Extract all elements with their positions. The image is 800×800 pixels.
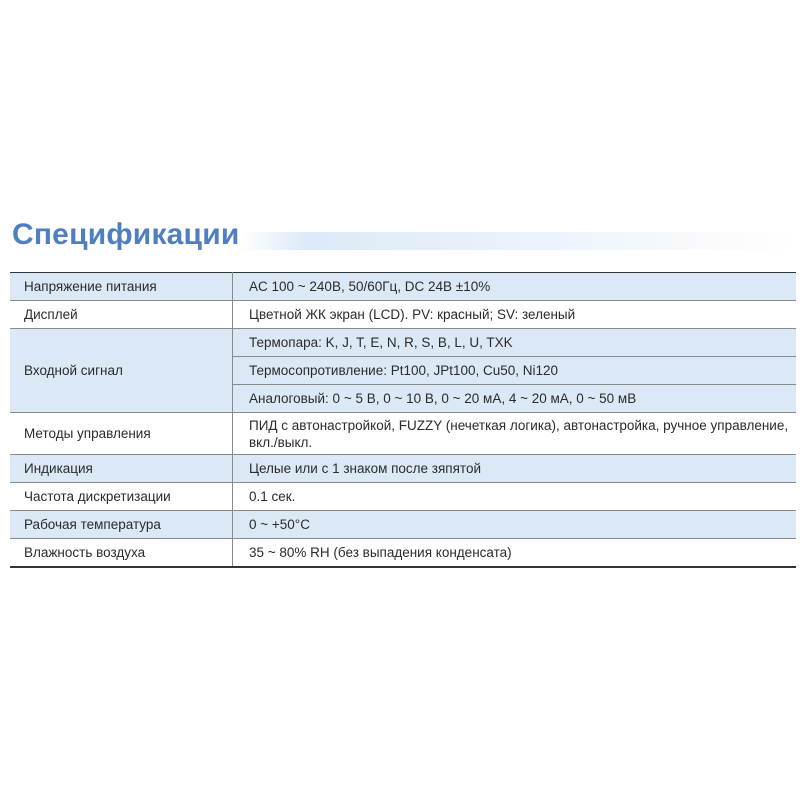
table-row <box>10 455 796 483</box>
row-value: ПИД с автонастройкой, FUZZY (нечеткая логика), автонастройка, ручное управление, вкл./выкл. <box>233 413 797 455</box>
row-label: Дисплей <box>10 301 233 329</box>
row-label: Рабочая температура <box>10 511 233 539</box>
page-title: Спецификации <box>12 218 240 251</box>
row-value: 0.1 сек. <box>233 483 797 511</box>
table-row <box>10 301 796 329</box>
row-value: Аналоговый: 0 ~ 5 В, 0 ~ 10 В, 0 ~ 20 мА, 4 ~ 20 мА, 0 ~ 50 мВ <box>233 385 797 413</box>
row-label: Методы управления <box>10 413 233 455</box>
title-decoration <box>240 232 795 250</box>
row-value: Цветной ЖК экран (LCD). PV: красный; SV: зеленый <box>233 301 797 329</box>
spec-table <box>10 272 796 568</box>
row-label: Напряжение питания <box>10 273 233 301</box>
row-value: Целые или с 1 знаком после зяпятой <box>233 455 797 483</box>
table-row <box>10 413 796 455</box>
table-row <box>10 511 796 539</box>
table-row <box>10 539 796 568</box>
row-label: Входной сигнал <box>10 329 233 413</box>
table-row <box>10 329 796 357</box>
table-row <box>10 273 796 301</box>
row-label: Частота дискретизации <box>10 483 233 511</box>
row-value: 0 ~ +50°C <box>233 511 797 539</box>
row-value: Термосопротивление: Pt100, JPt100, Cu50, Ni120 <box>233 357 797 385</box>
row-label: Влажность воздуха <box>10 539 233 568</box>
row-label: Индикация <box>10 455 233 483</box>
row-value: AC 100 ~ 240В, 50/60Гц, DC 24В ±10% <box>233 273 797 301</box>
row-value: 35 ~ 80% RH (без выпадения конденсата) <box>249 545 512 560</box>
table-row <box>10 483 796 511</box>
row-value: Термопара: K, J, T, E, N, R, S, B, L, U, TXK <box>233 329 797 357</box>
